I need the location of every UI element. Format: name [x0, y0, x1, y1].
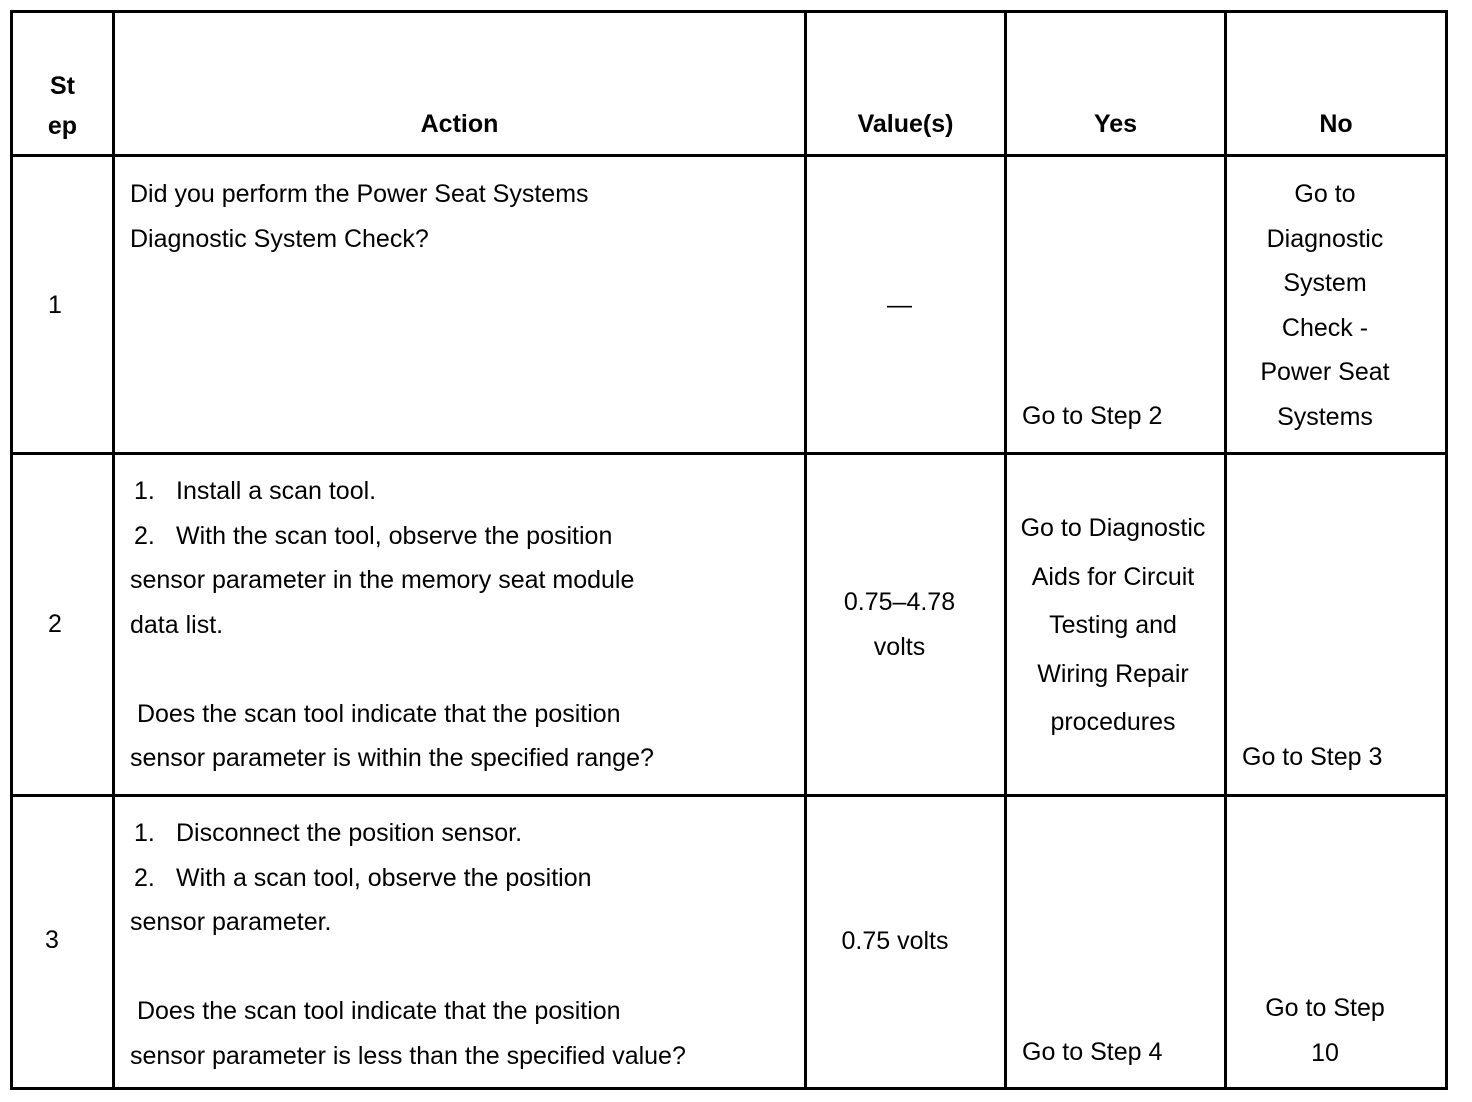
step-number: 1	[48, 291, 62, 319]
yes-line: Aids for Circuit	[1031, 562, 1195, 591]
no-line: 10	[1311, 1038, 1339, 1067]
no-line: Check -	[1281, 313, 1369, 342]
no-link[interactable]: Go to Step 3	[1242, 743, 1383, 771]
table-border-bottom	[10, 1087, 1448, 1090]
row-divider	[10, 794, 1448, 797]
table-border-top	[10, 10, 1448, 13]
column-divider	[112, 10, 115, 1090]
no-link[interactable]	[1227, 986, 1423, 1075]
yes-line: Testing and	[1049, 611, 1177, 639]
step-number: 2	[48, 610, 62, 638]
action-line: data list.	[130, 610, 224, 639]
header-step-line: ep	[47, 112, 78, 140]
question-line: sensor parameter is less than the specified value?	[130, 1041, 686, 1070]
header-values: Value(s)	[857, 110, 954, 138]
header-step-line: St	[50, 72, 75, 100]
item-number: 2.	[134, 521, 155, 550]
yes-line: Go to Diagnostic	[1020, 514, 1206, 542]
step-number: 3	[45, 926, 59, 954]
no-line: Power Seat	[1260, 358, 1390, 386]
yes-line: Wiring Repair	[1037, 659, 1189, 688]
value-text	[807, 580, 992, 669]
item-text: With a scan tool, observe the position	[176, 863, 592, 892]
header-yes: Yes	[1093, 110, 1138, 138]
no-link[interactable]	[1227, 172, 1423, 439]
spacer	[130, 647, 800, 692]
header-divider	[10, 154, 1448, 157]
item-number: 1.	[134, 477, 155, 505]
no-line: Go to	[1294, 180, 1356, 208]
action-step-item	[130, 856, 800, 901]
spacer	[130, 945, 800, 990]
value-text: —	[887, 291, 912, 319]
header-action: Action	[420, 110, 499, 138]
value-line: 0.75–4.78	[843, 588, 956, 616]
value-text: 0.75 volts	[841, 927, 949, 955]
action-line: Diagnostic System Check?	[130, 224, 429, 253]
item-number: 2.	[134, 863, 155, 892]
action-text	[130, 172, 800, 261]
action-step-item	[130, 514, 800, 559]
no-line: Systems	[1277, 402, 1373, 431]
action-text	[130, 811, 800, 1078]
action-step-item	[130, 811, 800, 856]
action-line: Did you perform the Power Seat Systems	[130, 180, 589, 208]
header-step	[13, 66, 112, 146]
action-line: sensor parameter in the memory seat module	[130, 566, 635, 594]
question-line: Does the scan tool indicate that the position	[130, 699, 621, 728]
header-no: No	[1319, 110, 1353, 138]
question-line: sensor parameter is within the specified range?	[130, 744, 654, 772]
no-line: Go to Step	[1265, 994, 1385, 1022]
action-step-item	[130, 469, 800, 514]
question-line: Does the scan tool indicate that the position	[130, 997, 621, 1025]
diagnostic-table	[10, 10, 1448, 1090]
no-line: System	[1283, 269, 1367, 297]
no-line: Diagnostic	[1266, 224, 1384, 253]
action-text	[130, 469, 800, 781]
yes-link[interactable]: Go to Step 4	[1022, 1038, 1163, 1066]
row-divider	[10, 452, 1448, 455]
item-text: With the scan tool, observe the position	[176, 521, 613, 550]
yes-line: procedures	[1050, 708, 1176, 736]
item-text: Install a scan tool.	[176, 477, 377, 505]
yes-link[interactable]: Go to Step 2	[1022, 402, 1163, 430]
item-text: Disconnect the position sensor.	[176, 819, 523, 847]
value-line: volts	[873, 632, 926, 661]
item-number: 1.	[134, 819, 155, 847]
table-border-right	[1445, 10, 1448, 1090]
action-line: sensor parameter.	[130, 908, 332, 936]
yes-link[interactable]	[1007, 504, 1219, 747]
